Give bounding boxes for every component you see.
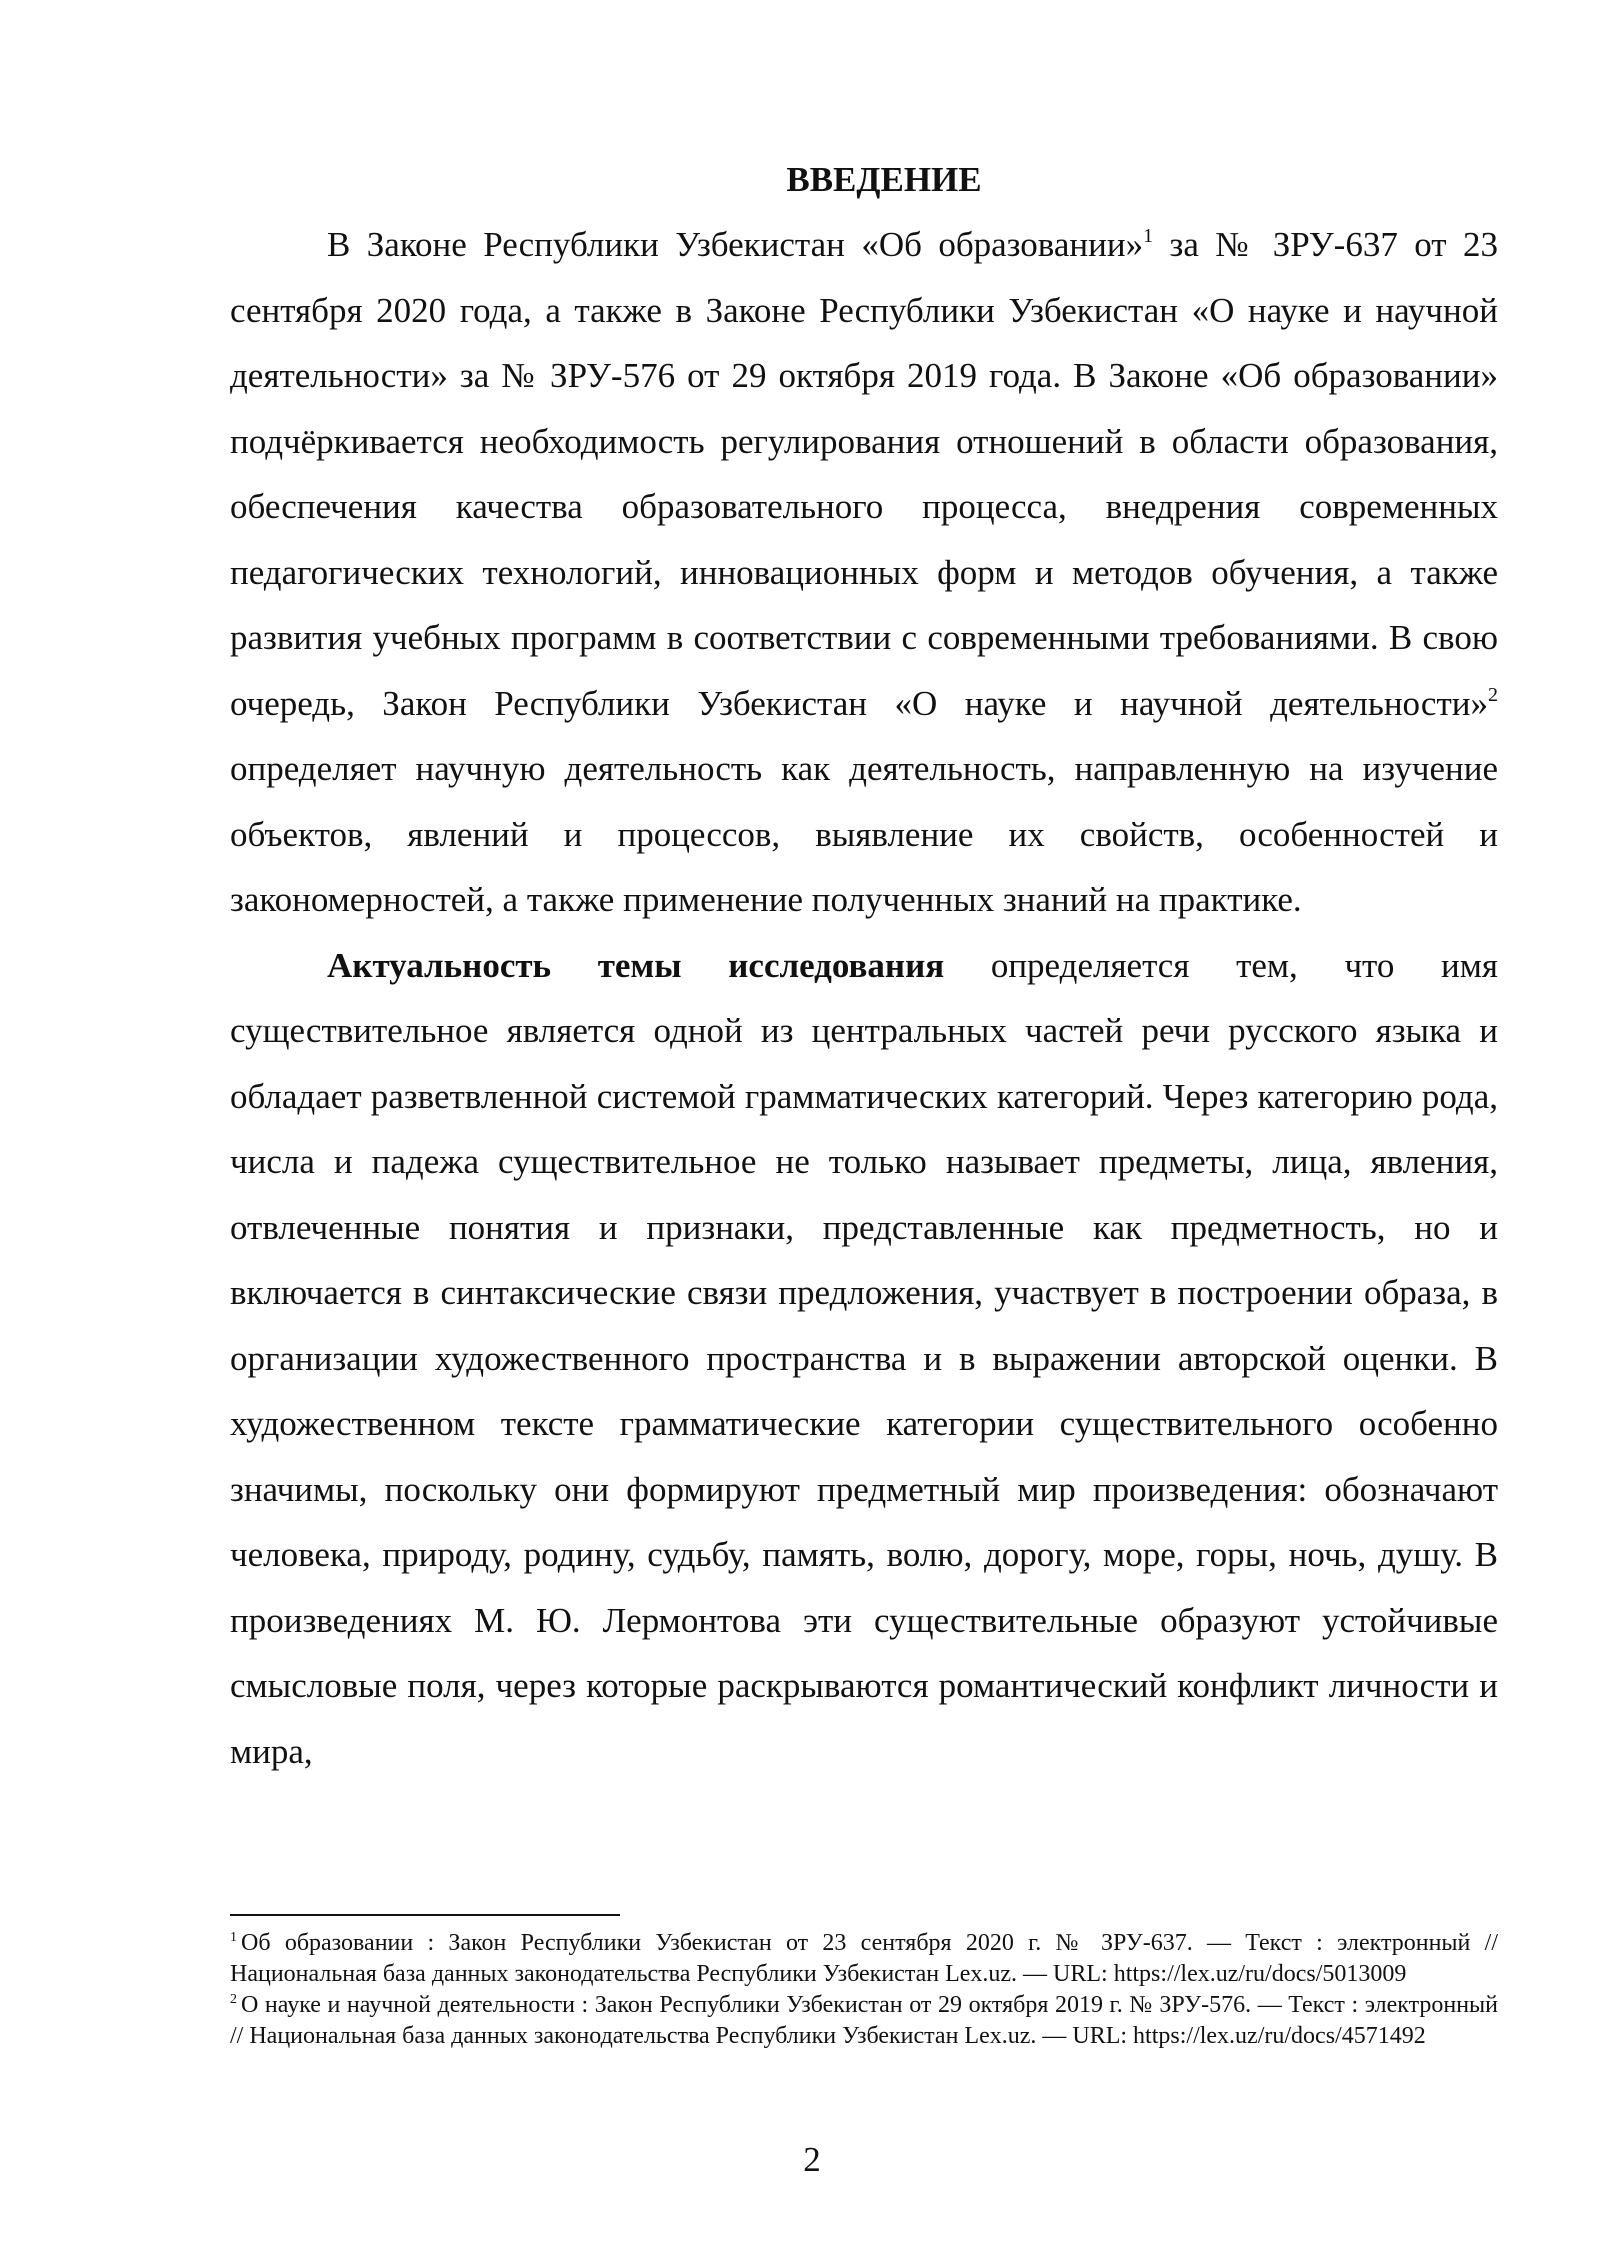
footnote-ref-2[interactable]: 2 bbox=[1488, 683, 1498, 706]
intro-text-a: В Законе Республики Узбекистан «Об образовании» bbox=[327, 225, 1144, 264]
footnote-1 bbox=[230, 1928, 1498, 1990]
intro-text-c: определяет научную деятельность как деятельность, направленную на изучение объектов, явлений и процессов, выявление их свойств, особенностей и закономерностей, а также применение полученных знаний на практике. bbox=[230, 749, 1498, 919]
footnote-text-1: Об образовании : Закон Республики Узбекистан от 23 сентября 2020 г. № ЗРУ-637. — Текст : электронный // Национальная база данных законодательства Республики Узбекистан Lex.uz. — URL: https://lex.uz/ru/docs/5013009 bbox=[230, 1930, 1498, 1987]
footnote-number-2: 2 bbox=[230, 1992, 237, 2007]
intro-paragraph bbox=[230, 212, 1498, 933]
page-number: 2 bbox=[803, 2140, 821, 2179]
footnote-text-2: О науке и научной деятельности : Закон Республики Узбекистан от 29 октября 2019 г. № ЗРУ-576. — Текст : электронный // Национальная база данных законодательства Республики Узбекистан Lex.uz. — URL: https://lex.uz/ru/docs/4571492 bbox=[230, 1992, 1498, 2049]
relevance-text: определяется тем, что имя существительное является одной из центральных частей речи русского языка и обладает разветвленной системой грамматических категорий. Через категорию рода, числа и падежа существительное не только называет предметы, лица, явления, отвлеченные понятия и признаки, представленные как предметность, но и включается в синтаксические связи предложения, участвует в построении образа, в организации художественного пространства и в выражении авторской оценки. В художественном тексте грамматические категории существительного особенно значимы, поскольку они формируют предметный мир произведения: обозначают человека, природу, родину, судьбу, память, волю, дорогу, море, горы, ночь, душу. В произведениях М. Ю. Лермонтова эти существительные образуют устойчивые смысловые поля, через которые раскрываются романтический конфликт личности и мира, bbox=[230, 945, 1498, 1771]
footnote-2 bbox=[230, 1990, 1498, 2052]
footnote-number-1: 1 bbox=[230, 1930, 237, 1945]
intro-text-b: за № ЗРУ-637 от 23 сентября 2020 года, а также в Законе Республики Узбекистан «О науке и научной деятельности» за № ЗРУ-576 от 29 октября 2019 года. В Законе «Об образовании» подчёркивается необходимость регулирования отношений в области образования, обеспечения качества образовательного процесса, внедрения современных педагогических технологий, инновационных форм и методов обучения, а также развития учебных программ в соответствии с современными требованиями. В свою очередь, Закон Республики Узбекистан «О науке и научной деятельности» bbox=[230, 225, 1499, 723]
relevance-paragraph bbox=[230, 933, 1498, 1785]
page-title: ВВЕДЕНИЕ bbox=[786, 160, 982, 199]
footnote-ref-1[interactable]: 1 bbox=[1143, 225, 1154, 247]
footnote-separator bbox=[230, 1914, 620, 1916]
footnotes bbox=[230, 1928, 1498, 2052]
relevance-lead: Актуальность темы исследования bbox=[327, 945, 945, 985]
main-text bbox=[230, 148, 1498, 1784]
